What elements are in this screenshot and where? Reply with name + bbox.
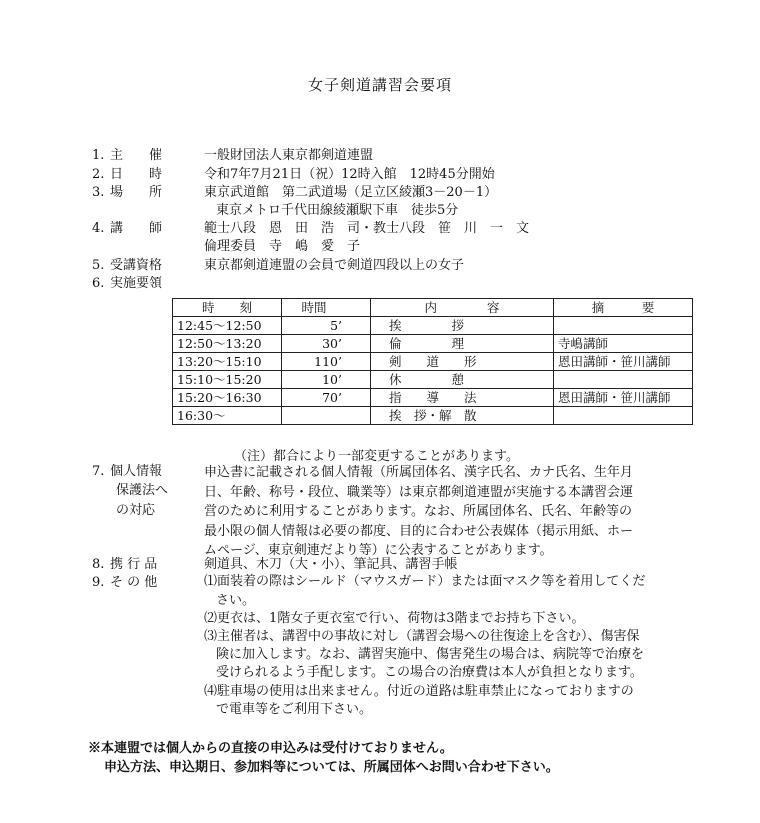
table-header-row — [173, 299, 693, 317]
item-label: 保護法へ — [116, 483, 169, 498]
paragraph-line: 日、年齢、称号・段位、職業等）は東京都剣道連盟が実施する本講習会運 — [204, 484, 634, 500]
item-number: 9. — [92, 575, 105, 590]
notice-line: 申込方法、申込期日、参加料等については、所属団体へお問い合わせ下さい。 — [104, 760, 559, 775]
other-line: さい。 — [216, 593, 256, 608]
item-number: 2. — [92, 167, 105, 182]
item-value: 東京都剣道連盟の会員で剣道四段以上の女子 — [204, 258, 465, 273]
header-duration: 時間 — [282, 299, 371, 317]
cell-content: 倫 理 — [371, 335, 554, 353]
cell-content: 挨 拶・解 散 — [371, 407, 554, 425]
item-label: 携 行 品 — [110, 557, 158, 572]
cell-duration: 5’ — [282, 317, 371, 335]
item-value: 一般財団法人東京都剣道連盟 — [204, 148, 374, 163]
item-number: 3. — [92, 185, 105, 200]
item-number: 1. — [92, 148, 105, 163]
schedule-table — [172, 298, 693, 425]
cell-time: 15:10～15:20 — [173, 371, 282, 389]
other-line: ⑵更衣は、1階女子更衣室で行い、荷物は3階までお持ち下さい。 — [204, 611, 585, 626]
paragraph-line: 営のために利用することがあります。なお、所属団体名、氏名、年齢等の — [204, 504, 632, 519]
item-label: の対応 — [116, 503, 156, 518]
cell-time: 15:20～16:30 — [173, 389, 282, 407]
other-line: ⑷駐車場の使用は出来ません。付近の道路は駐車禁止になっておりますの — [204, 684, 634, 699]
cell-content: 挨 拶 — [371, 317, 554, 335]
item-value: 東京武道館 第二武道場（足立区綾瀬3－20－1） — [204, 185, 498, 200]
other-line: ⑴面装着の際はシールド（マウスガード）または面マスク等を着用してくだ — [204, 574, 646, 589]
cell-note: 恩田講師・笹川講師 — [554, 353, 693, 371]
other-line: ⑶主催者は、講習中の事故に対し（講習会場への往復途上を含む）、傷害保 — [204, 629, 640, 644]
header-content: 内 容 — [371, 299, 554, 317]
table-row — [173, 353, 693, 371]
item-label: そ の 他 — [110, 575, 158, 590]
item-value: 剣道具、木刀（大・小）、筆記具、講習手帳 — [204, 557, 458, 572]
item-label: 受講資格 — [110, 258, 163, 273]
document-title: 女子剣道講習会要項 — [307, 76, 452, 94]
cell-duration: 70’ — [282, 389, 371, 407]
item-number: 4. — [92, 221, 105, 236]
table-row — [173, 335, 693, 353]
item-label: 実施要領 — [110, 276, 163, 291]
cell-content: 指 導 法 — [371, 389, 554, 407]
cell-time: 13:20～15:10 — [173, 353, 282, 371]
privacy-paragraph — [204, 463, 684, 561]
schedule-footnote: （注）都合により一部変更することがあります。 — [234, 449, 519, 464]
cell-duration: 30’ — [282, 335, 371, 353]
cell-content: 剣 道 形 — [371, 353, 554, 371]
cell-note: 恩田講師・笹川講師 — [554, 389, 693, 407]
item-number: 8. — [92, 557, 105, 572]
cell-time: 16:30～ — [173, 407, 282, 425]
item-label: 日 時 — [110, 167, 163, 182]
instructor-ethics: 倫理委員 寺 嶋 愛 子 — [204, 239, 361, 254]
item-number: 7. — [92, 464, 105, 479]
item-number: 6. — [92, 276, 105, 291]
other-line: 険に加入します。なお、講習実施中、傷害発生の場合は、病院等で治療を — [216, 647, 644, 662]
cell-time: 12:45～12:50 — [173, 317, 282, 335]
item-label: 個人情報 — [110, 464, 163, 479]
cell-time: 12:50～13:20 — [173, 335, 282, 353]
paragraph-line: 最小限の個人情報は必要の都度、目的に合わせ公表媒体（掲示用紙、ホー — [204, 523, 634, 539]
cell-duration: 10’ — [282, 371, 371, 389]
cell-note — [554, 407, 693, 425]
other-line: 受けられるよう手配します。この場合の治療費は本人が負担となります。 — [216, 665, 643, 680]
item-value: 範士八段 恩 田 浩 司・教士八段 笹 川 一 文 — [204, 221, 530, 236]
table-row — [173, 371, 693, 389]
cell-duration: 110’ — [282, 353, 371, 371]
header-time: 時 刻 — [173, 299, 282, 317]
other-line: で電車等をご利用下さい。 — [216, 702, 373, 717]
item-label: 場 所 — [110, 185, 163, 200]
item-label: 講 師 — [110, 221, 163, 236]
item-number: 5. — [92, 258, 105, 273]
notice-line: ※本連盟では個人からの直接の申込みは受付けておりません。 — [88, 741, 453, 756]
header-note: 摘 要 — [554, 299, 693, 317]
table-row — [173, 317, 693, 335]
cell-note — [554, 371, 693, 389]
item-value: 令和7年7月21日（祝）12時入館 12時45分開始 — [204, 167, 495, 182]
venue-access: 東京メトロ千代田線綾瀬駅下車 徒歩5分 — [216, 203, 459, 218]
table-row — [173, 407, 693, 425]
cell-note — [554, 317, 693, 335]
paragraph-line: ムページ、東京剣連だより等）に公表することがあります。 — [204, 543, 553, 558]
cell-note: 寺嶋講師 — [554, 335, 693, 353]
paragraph-line: 申込書に記載される個人情報（所属団体名、漢字氏名、カナ氏名、生年月 — [204, 465, 634, 480]
table-row — [173, 389, 693, 407]
cell-content: 休 憩 — [371, 371, 554, 389]
item-label: 主 催 — [110, 148, 163, 163]
cell-duration — [282, 407, 371, 425]
